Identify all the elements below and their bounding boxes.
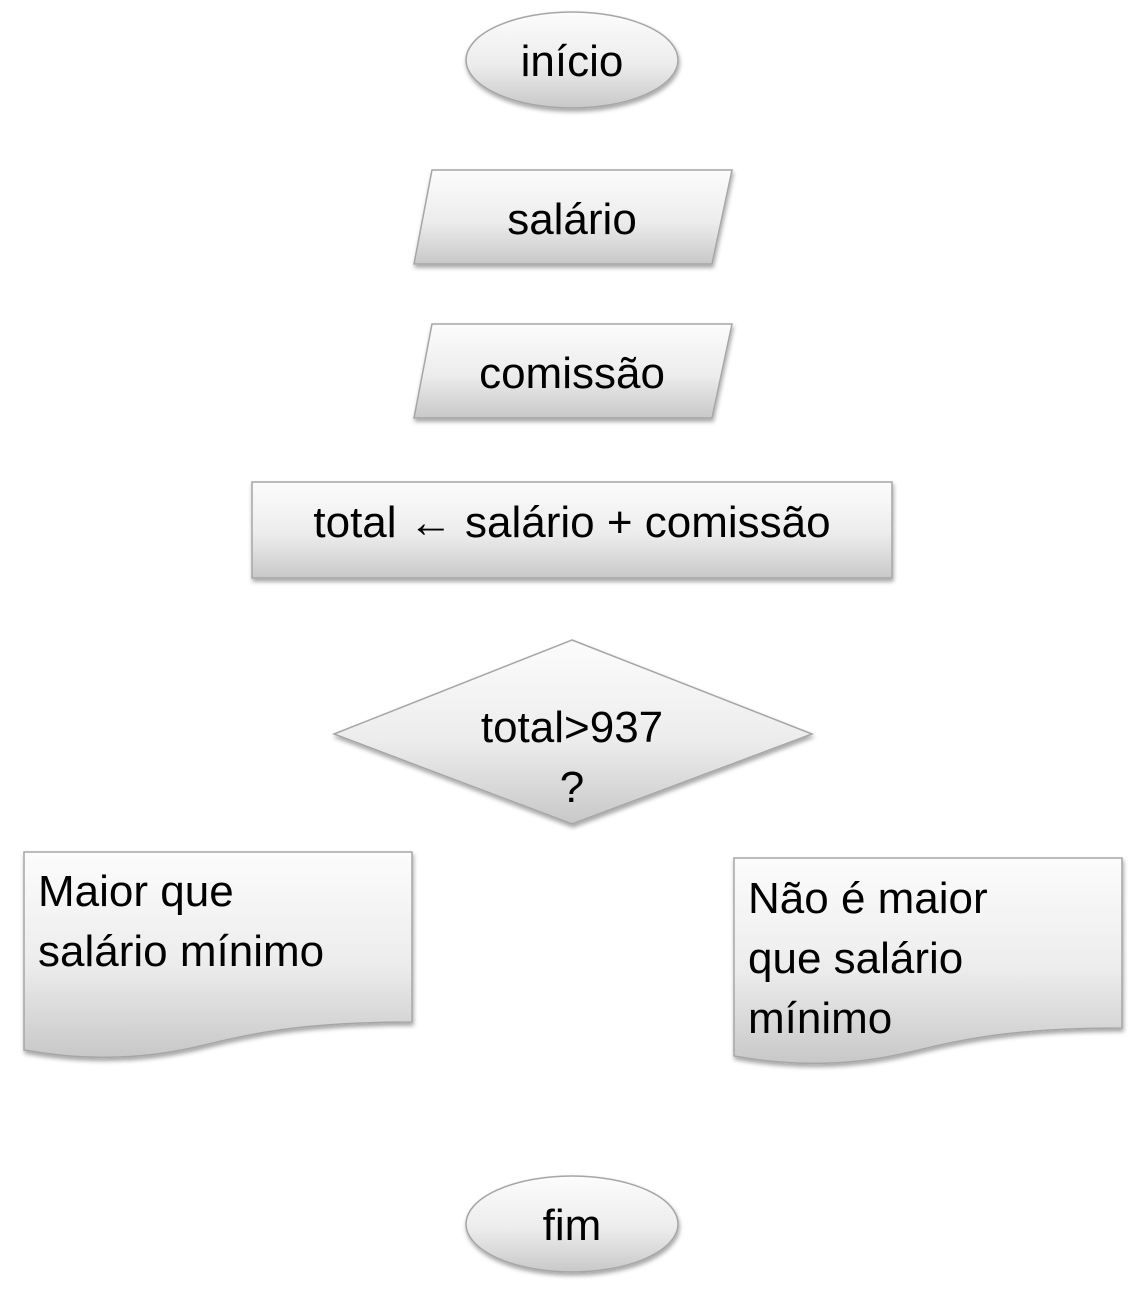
output-no-document [734,858,1122,1063]
decision-label-line1: total>937 [480,703,664,752]
input-commission [414,324,732,418]
input-salary-label: salário [507,195,637,244]
output-yes-document [24,852,412,1057]
output-yes-line1: Maior que [38,867,234,916]
output-no-line1: Não é maior [748,874,988,923]
decision-diamond [334,640,812,824]
end-terminator [466,1176,678,1272]
output-yes-line2: salário mínimo [38,927,325,976]
start-terminator [466,12,678,108]
input-salary [414,170,732,264]
input-commission-label: comissão [479,349,665,398]
start-label: início [520,37,624,86]
output-no-line3: mínimo [748,994,893,1043]
output-no-line2: que salário [748,934,964,983]
process-total [252,482,892,578]
end-label: fim [542,1201,602,1250]
process-total-label: total ← salário + comissão [313,498,831,547]
decision-label-line2: ? [559,763,585,812]
